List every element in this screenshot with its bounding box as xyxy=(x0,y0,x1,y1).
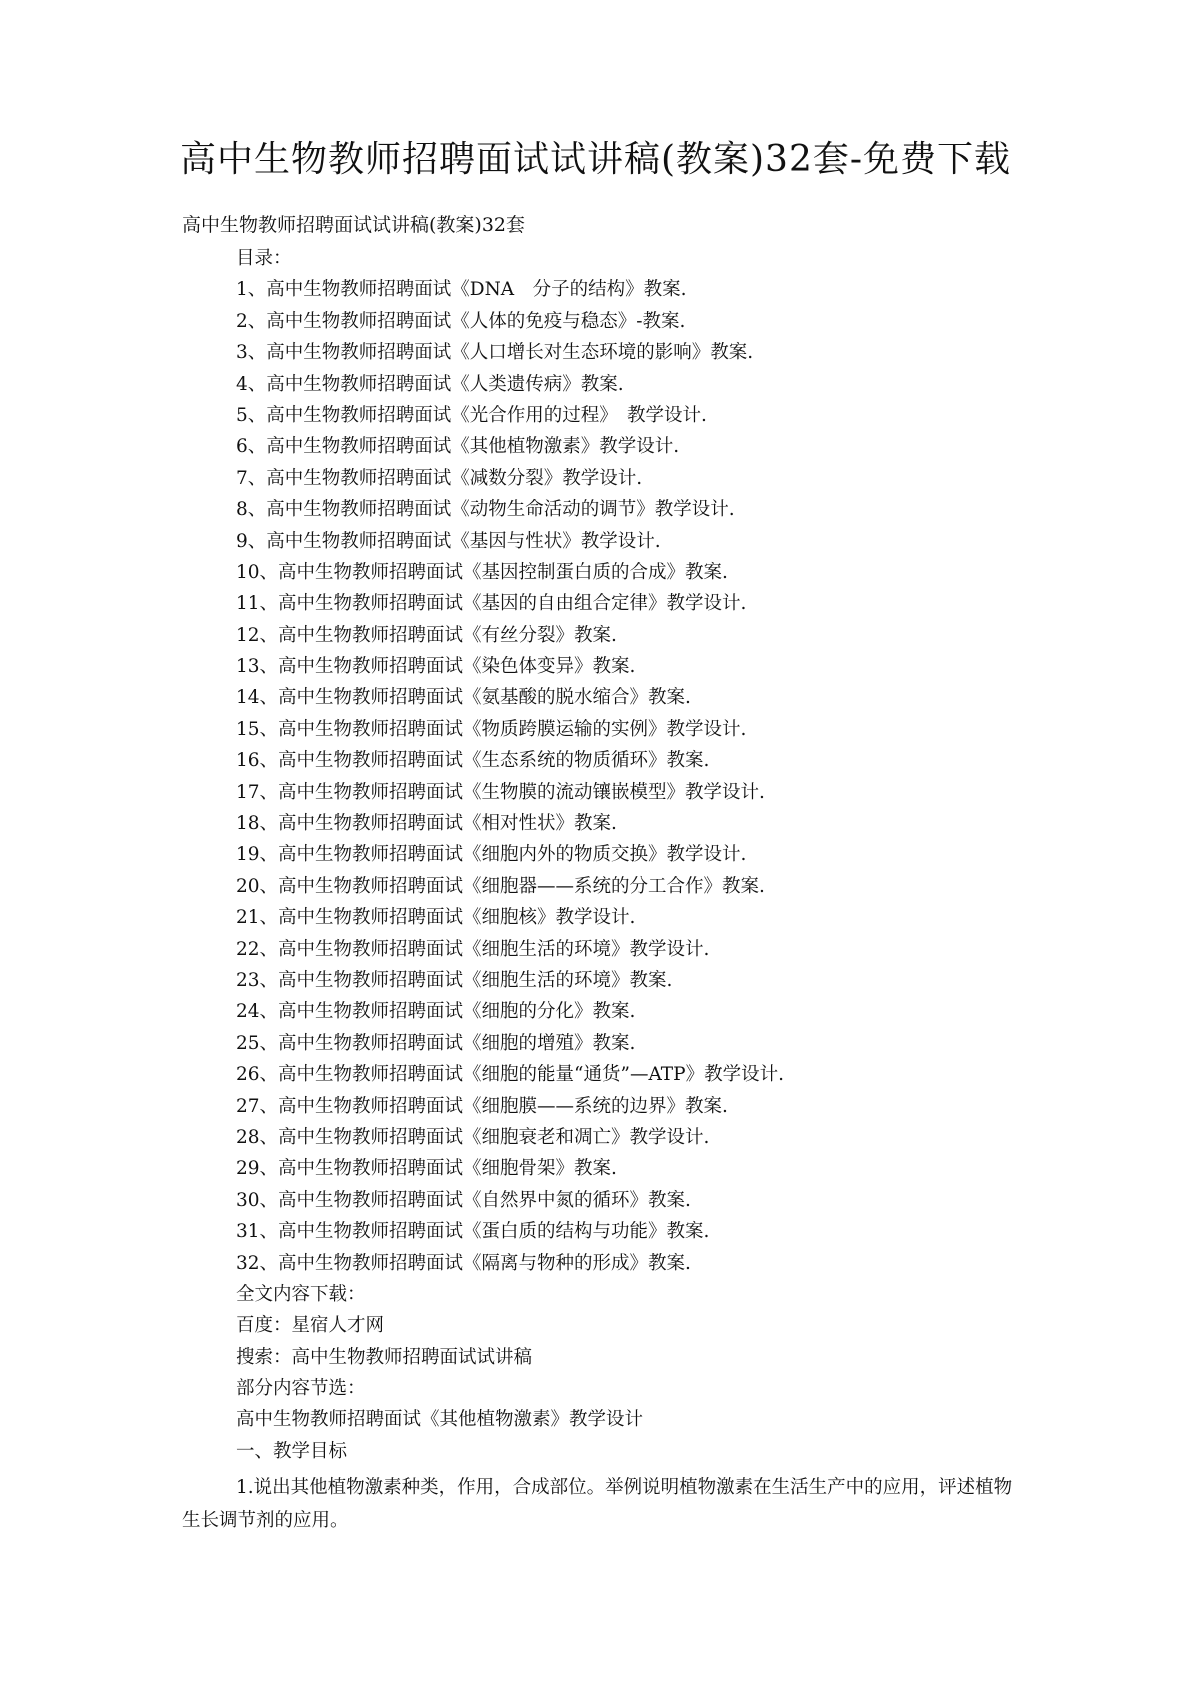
toc-item: 18、高中生物教师招聘面试《相对性状》教案. xyxy=(236,813,617,835)
toc-item: 31、高中生物教师招聘面试《蛋白质的结构与功能》教案. xyxy=(236,1221,710,1243)
toc-item: 3、高中生物教师招聘面试《人口增长对生态环境的影响》教案. xyxy=(236,342,754,364)
toc-item: 10、高中生物教师招聘面试《基因控制蛋白质的合成》教案. xyxy=(236,561,728,583)
section-heading: 一、教学目标 xyxy=(236,1440,348,1462)
excerpt-title: 高中生物教师招聘面试《其他植物激素》教学设计 xyxy=(236,1409,644,1431)
document-subtitle: 高中生物教师招聘面试试讲稿(教案)32套 xyxy=(182,214,526,236)
toc-item: 20、高中生物教师招聘面试《细胞器——系统的分工合作》教案. xyxy=(236,875,765,897)
toc-item: 22、高中生物教师招聘面试《细胞生活的环境》教学设计. xyxy=(236,938,710,960)
toc-item: 19、高中生物教师招聘面试《细胞内外的物质交换》教学设计. xyxy=(236,844,747,866)
toc-item: 23、高中生物教师招聘面试《细胞生活的环境》教案. xyxy=(236,969,673,991)
toc-item: 16、高中生物教师招聘面试《生态系统的物质循环》教案. xyxy=(236,750,710,772)
toc-item: 7、高中生物教师招聘面试《减数分裂》教学设计. xyxy=(236,467,643,489)
toc-item: 4、高中生物教师招聘面试《人类遗传病》教案. xyxy=(236,373,624,395)
toc-list xyxy=(236,274,1036,1279)
toc-item: 5、高中生物教师招聘面试《光合作用的过程》 教学设计. xyxy=(236,404,707,426)
toc-item: 29、高中生物教师招聘面试《细胞骨架》教案. xyxy=(236,1158,617,1180)
toc-item: 12、高中生物教师招聘面试《有丝分裂》教案. xyxy=(236,624,617,646)
toc-item: 15、高中生物教师招聘面试《物质跨膜运输的实例》教学设计. xyxy=(236,718,747,740)
toc-heading: 目录： xyxy=(236,248,292,269)
document-title: 高中生物教师招聘面试试讲稿(教案)32套-免费下载 xyxy=(179,139,1012,180)
download-heading: 全文内容下载： xyxy=(236,1283,366,1305)
toc-item: 21、高中生物教师招聘面试《细胞核》教学设计. xyxy=(236,907,636,929)
search-line: 搜索：高中生物教师招聘面试试讲稿 xyxy=(236,1346,533,1368)
toc-item: 1、高中生物教师招聘面试《DNA 分子的结构》教案. xyxy=(236,279,687,301)
body-paragraph: 1.说出其他植物激素种类，作用，合成部位。举例说明植物激素在生活生产中的应用，评述植物生长调节剂的应用。 xyxy=(182,1477,1013,1531)
excerpt-heading: 部分内容节选： xyxy=(236,1378,366,1400)
toc-item: 30、高中生物教师招聘面试《自然界中氮的循环》教案. xyxy=(236,1189,691,1211)
baidu-line: 百度：星宿人才网 xyxy=(236,1315,385,1337)
toc-item: 11、高中生物教师招聘面试《基因的自由组合定律》教学设计. xyxy=(236,593,747,615)
toc-item: 24、高中生物教师招聘面试《细胞的分化》教案. xyxy=(236,1001,636,1023)
toc-item: 32、高中生物教师招聘面试《隔离与物种的形成》教案. xyxy=(236,1252,691,1274)
toc-item: 2、高中生物教师招聘面试《人体的免疫与稳态》-教案. xyxy=(236,310,686,332)
toc-item: 13、高中生物教师招聘面试《染色体变异》教案. xyxy=(236,656,636,678)
toc-item: 28、高中生物教师招聘面试《细胞衰老和凋亡》教学设计. xyxy=(236,1126,710,1148)
toc-item: 14、高中生物教师招聘面试《氨基酸的脱水缩合》教案. xyxy=(236,687,691,709)
body-paragraph-block xyxy=(182,1471,1014,1537)
toc-section xyxy=(236,243,1036,1467)
toc-item: 26、高中生物教师招聘面试《细胞的能量“通货”—ATP》教学设计. xyxy=(236,1064,784,1086)
toc-item: 9、高中生物教师招聘面试《基因与性状》教学设计. xyxy=(236,530,661,552)
toc-item: 17、高中生物教师招聘面试《生物膜的流动镶嵌模型》教学设计. xyxy=(236,781,765,803)
toc-item: 6、高中生物教师招聘面试《其他植物激素》教学设计. xyxy=(236,436,680,458)
toc-item: 8、高中生物教师招聘面试《动物生命活动的调节》教学设计. xyxy=(236,499,735,521)
toc-item: 25、高中生物教师招聘面试《细胞的增殖》教案. xyxy=(236,1032,636,1054)
toc-item: 27、高中生物教师招聘面试《细胞膜——系统的边界》教案. xyxy=(236,1095,728,1117)
